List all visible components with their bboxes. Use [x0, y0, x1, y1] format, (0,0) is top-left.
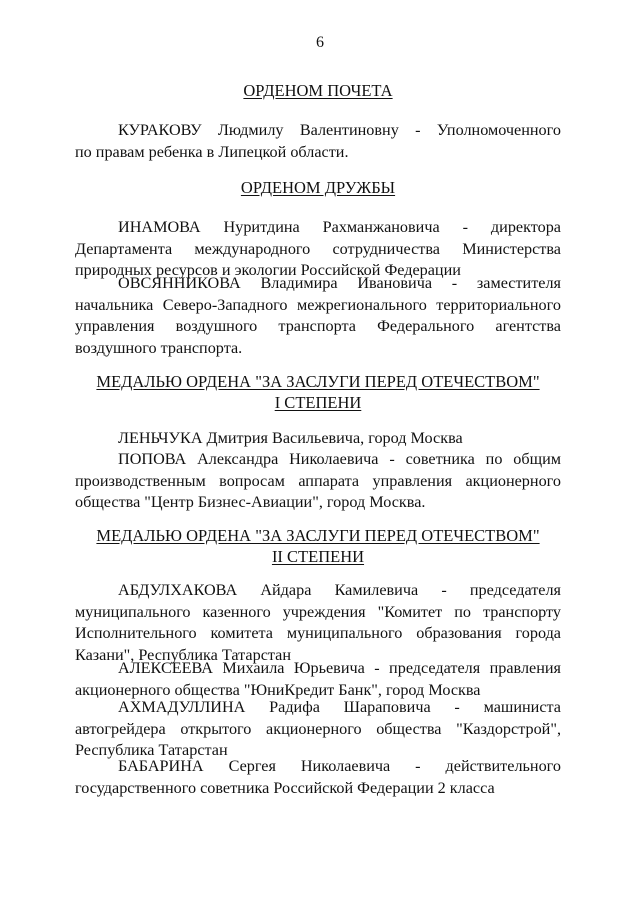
entry-line: Республика Татарстан: [75, 741, 228, 759]
award-entry: [75, 658, 561, 701]
award-entry: [75, 697, 561, 762]
award-entry: [75, 273, 561, 359]
entry-line: государственного советника Российской Федерации 2 класса: [75, 778, 495, 797]
section-heading-medal-1st-degree: [60, 371, 576, 413]
heading-line: МЕДАЛЬЮ ОРДЕНА "ЗА ЗАСЛУГИ ПЕРЕД ОТЕЧЕСТВОМ": [96, 526, 540, 545]
entry-line: по правам ребенка в Липецкой области.: [75, 142, 349, 161]
entry-line: Департамента международного сотрудничества Министерства: [75, 239, 561, 258]
entry-line: общества "Центр Бизнес-Авиации", город Москва.: [75, 493, 426, 511]
heading-line: II СТЕПЕНИ: [271, 547, 365, 566]
award-entry: [75, 449, 561, 514]
award-entry: [75, 756, 561, 799]
heading-line: I СТЕПЕНИ: [274, 393, 362, 412]
entry-line: управления воздушного транспорта Федерального агентства: [75, 317, 561, 335]
entry-line: муниципального казенного учреждения "Комитет по транспорту: [75, 602, 561, 621]
section-heading-medal-2nd-degree: [60, 525, 576, 567]
award-entry: [75, 428, 561, 450]
section-heading-order-pocheta: [60, 80, 576, 101]
entry-line: воздушного транспорта.: [75, 338, 243, 357]
entry-line: ИНАМОВА Нуритдина Рахманжановича - директора: [118, 218, 561, 236]
entry-line: Казани", Республика Татарстан: [75, 645, 292, 664]
page-number: 6: [316, 34, 324, 51]
entry-line: акционерного общества "ЮниКредит Банк", город Москва: [75, 680, 481, 699]
entry-line: АЛЕКСЕЕВА Михаила Юрьевича - председателя правления: [118, 659, 561, 677]
entry-line: БАБАРИНА Сергея Николаевича - действительного: [118, 757, 561, 775]
entry-line: производственным вопросам аппарата управления акционерного: [75, 471, 561, 490]
heading-line: ОРДЕНОМ ПОЧЕТА: [243, 81, 393, 100]
entry-line: природных ресурсов и экологии Российской Федерации: [75, 261, 461, 279]
heading-line: МЕДАЛЬЮ ОРДЕНА "ЗА ЗАСЛУГИ ПЕРЕД ОТЕЧЕСТВОМ": [96, 372, 540, 391]
entry-line: ЛЕНЬЧУКА Дмитрия Васильевича, город Москва: [118, 429, 463, 447]
award-entry: [75, 217, 561, 282]
entry-line: ОВСЯННИКОВА Владимира Ивановича - заместителя: [118, 274, 561, 292]
entry-line: АБДУЛХАКОВА Айдара Камилевича - председателя: [118, 581, 561, 599]
heading-line: ОРДЕНОМ ДРУЖБЫ: [240, 178, 396, 197]
entry-line: ПОПОВА Александра Николаевича - советника по общим: [118, 450, 561, 468]
entry-line: автогрейдера открытого акционерного общества "Каздорстрой",: [75, 719, 561, 738]
entry-line: Исполнительного комитета муниципального образования города: [75, 624, 561, 642]
entry-line: АХМАДУЛЛИНА Радифа Шараповича - машиниста: [118, 698, 561, 716]
entry-line: КУРАКОВУ Людмилу Валентиновну - Уполномоченного: [118, 121, 561, 139]
award-entry: [75, 580, 561, 666]
section-heading-order-druzhby: [60, 177, 576, 198]
award-entry: [75, 120, 561, 163]
entry-line: начальника Северо-Западного межрегионального территориального: [75, 295, 561, 314]
